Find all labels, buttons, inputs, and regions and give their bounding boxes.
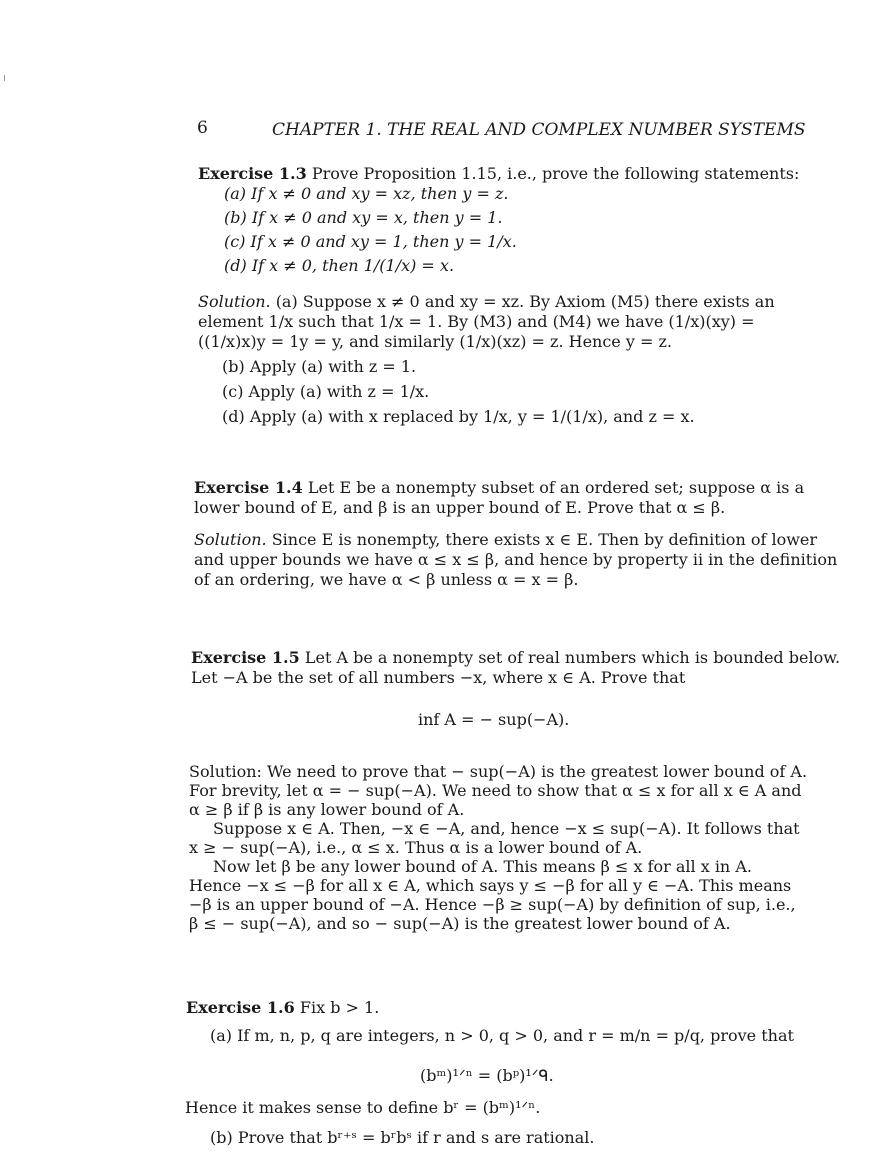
exercise-heading: Exercise 1.4 xyxy=(194,478,303,497)
solution-line: Hence −x ≤ −β for all x ∈ A, which says y ≤ −β for all y ∈ −A. This means xyxy=(189,876,792,895)
running-title: CHAPTER 1. THE REAL AND COMPLEX NUMBER SYSTEMS xyxy=(272,120,806,140)
exercise-statement: Exercise 1.4 Let E be a nonempty subset of an ordered set; suppose α is a xyxy=(194,478,805,497)
statement-list xyxy=(198,182,798,278)
solution-line: ((1/x)x)y = 1y = y, and similarly (1/x)(xz) = z. Hence y = z. xyxy=(198,332,672,351)
statement-item: (a) If x ≠ 0 and xy = xz, then y = z. xyxy=(224,184,509,203)
display-equation: (bᵐ)¹ᐟⁿ = (bᵖ)¹ᐟᑫ. xyxy=(420,1066,554,1085)
exercise-statement-line: Let −A be the set of all numbers −x, where x ∈ A. Prove that xyxy=(191,668,686,687)
exercise-1-6 xyxy=(186,998,796,1046)
solution-line: and upper bounds we have α ≤ x ≤ β, and hence by property ii in the definition xyxy=(194,550,838,569)
exercise-text: Hence it makes sense to define bʳ = (bᵐ)¹ᐟⁿ. xyxy=(185,1098,541,1117)
solution xyxy=(194,530,838,590)
exercise-statement: Exercise 1.5 Let A be a nonempty set of real numbers which is bounded below. xyxy=(191,648,841,667)
solution-line: Solution. Since E is nonempty, there exists x ∈ E. Then by definition of lower xyxy=(194,530,818,549)
solution-line: Now let β be any lower bound of A. This means β ≤ x for all x in A. xyxy=(213,857,752,876)
solution-line: −β is an upper bound of −A. Hence −β ≥ sup(−A) by definition of sup, i.e., xyxy=(189,895,796,914)
solution-item: (b) Apply (a) with z = 1. xyxy=(222,357,417,376)
exercise-statement-line: lower bound of E, and β is an upper bound of E. Prove that α ≤ β. xyxy=(194,498,726,517)
display-equation: inf A = − sup(−A). xyxy=(418,710,570,729)
exercise-heading: Exercise 1.6 xyxy=(186,998,295,1017)
solution-item: (d) Apply (a) with x replaced by 1/x, y = 1/(1/x), and z = x. xyxy=(222,407,695,426)
exercise-1-5 xyxy=(191,648,841,688)
solution-items xyxy=(198,354,798,429)
exercise-1-4 xyxy=(194,478,838,590)
exercise-heading: Exercise 1.3 xyxy=(198,164,307,183)
solution-line: Suppose x ∈ A. Then, −x ∈ −A, and, hence −x ≤ sup(−A). It follows that xyxy=(213,819,800,838)
exercise-statement: Exercise 1.6 Fix b > 1. xyxy=(186,998,380,1017)
solution-label: Solution. xyxy=(198,292,271,311)
exercise-heading: Exercise 1.5 xyxy=(191,648,300,667)
page-number: 6 xyxy=(197,118,208,138)
solution xyxy=(198,292,798,429)
exercise-1-3 xyxy=(198,164,798,429)
statement-item: (c) If x ≠ 0 and xy = 1, then y = 1/x. xyxy=(224,232,517,251)
exercise-part-a: (a) If m, n, p, q are integers, n > 0, q > 0, and r = m/n = p/q, prove that xyxy=(210,1026,794,1045)
scan-mark xyxy=(4,75,5,81)
solution-item: (c) Apply (a) with z = 1/x. xyxy=(222,382,430,401)
solution-line: Solution. (a) Suppose x ≠ 0 and xy = xz. By Axiom (M5) there exists an xyxy=(198,292,775,311)
solution-line: α ≥ β if β is any lower bound of A. xyxy=(189,800,465,819)
statement-item: (b) If x ≠ 0 and xy = x, then y = 1. xyxy=(224,208,503,227)
solution-line: β ≤ − sup(−A), and so − sup(−A) is the greatest lower bound of A. xyxy=(189,914,731,933)
solution-line: of an ordering, we have α < β unless α = x = β. xyxy=(194,570,579,589)
solution xyxy=(189,762,808,933)
solution-line: element 1/x such that 1/x = 1. By (M3) and (M4) we have (1/x)(xy) = xyxy=(198,312,755,331)
solution-line: x ≥ − sup(−A), i.e., α ≤ x. Thus α is a lower bound of A. xyxy=(189,838,643,857)
solution-label: Solution. xyxy=(194,530,267,549)
exercise-statement xyxy=(198,164,798,184)
statement-item: (d) If x ≠ 0, then 1/(1/x) = x. xyxy=(224,256,455,275)
solution-line: Solution: We need to prove that − sup(−A) is the greatest lower bound of A. xyxy=(189,762,808,781)
exercise-part-b: (b) Prove that bʳ⁺ˢ = bʳbˢ if r and s are rational. xyxy=(210,1128,595,1147)
exercise-intro: Prove Proposition 1.15, i.e., prove the following statements: xyxy=(311,164,800,183)
solution-line: For brevity, let α = − sup(−A). We need to show that α ≤ x for all x ∈ A and xyxy=(189,781,802,800)
